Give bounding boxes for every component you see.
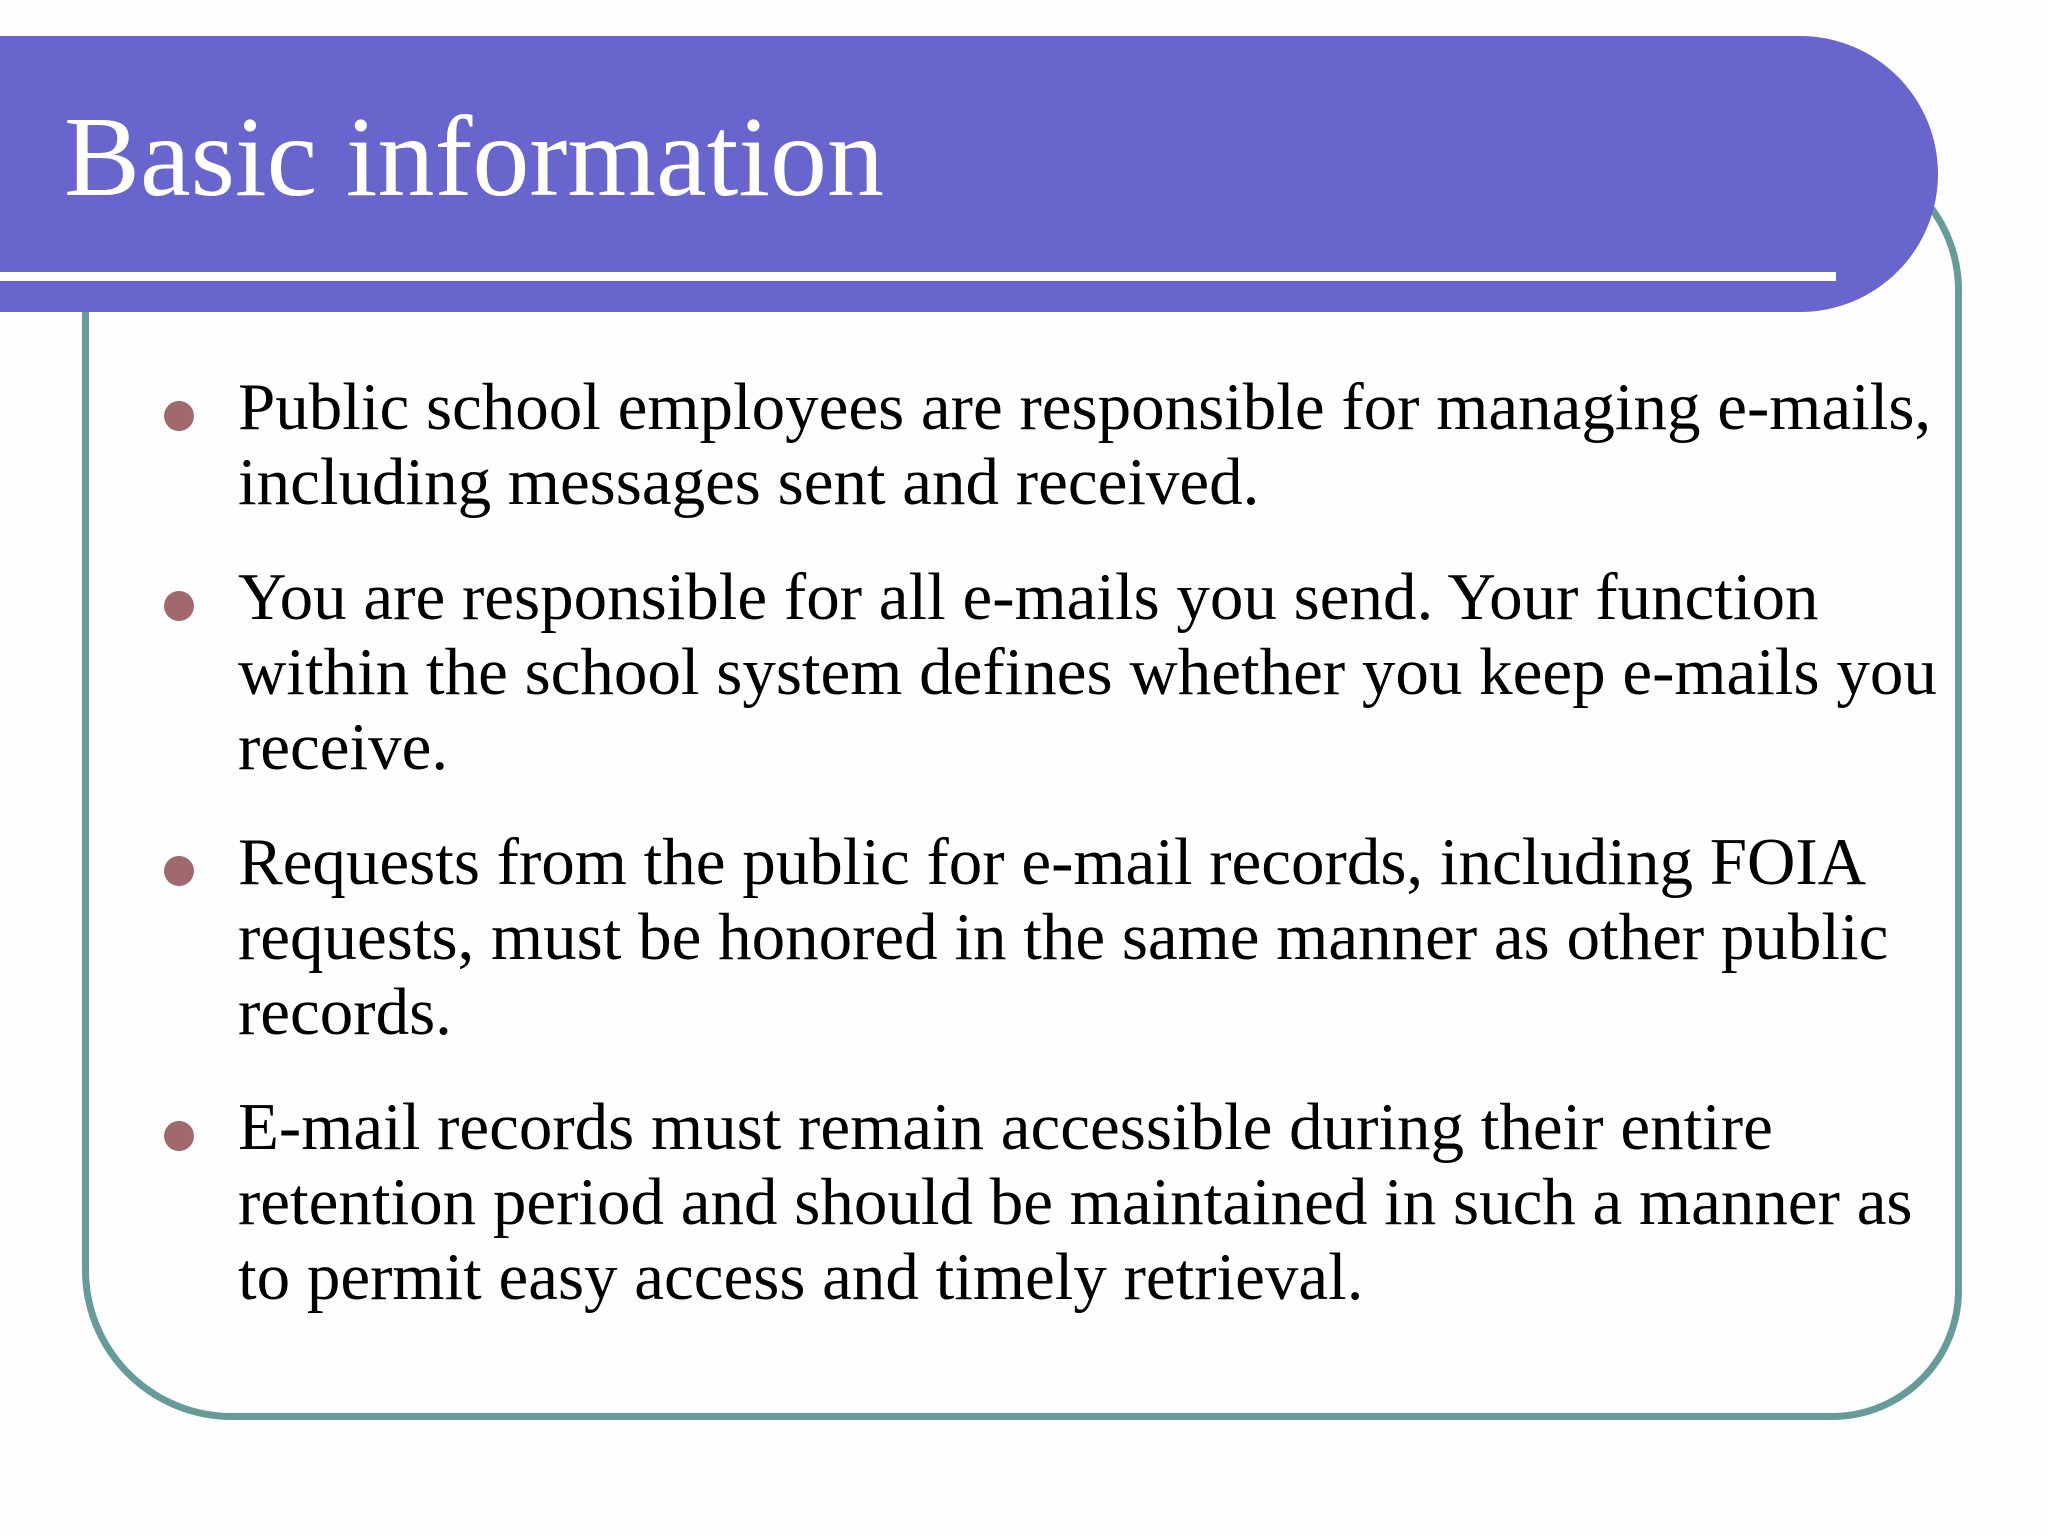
bullet-item — [160, 370, 1940, 520]
bullet-item — [160, 1090, 1940, 1315]
bullet-dot-icon — [164, 401, 194, 431]
title-underline — [0, 272, 1836, 281]
bullet-dot-icon — [164, 1121, 194, 1151]
bullet-item — [160, 825, 1940, 1050]
bullet-text: Public school employees are responsible for managing e-mails, including messages sent and received. — [238, 370, 1932, 519]
bullet-item — [160, 560, 1940, 785]
bullet-dot-icon — [164, 856, 194, 886]
bullet-text: E-mail records must remain accessible during their entire retention period and should be maintained in such a manner as to permit easy access and timely retrieval. — [238, 1090, 1913, 1314]
bullet-dot-icon — [164, 591, 194, 621]
bullet-text: You are responsible for all e-mails you send. Your function within the school system defines whether you keep e-mails you receive. — [238, 560, 1937, 784]
slide-title: Basic information — [64, 93, 884, 220]
bullet-list — [160, 370, 1940, 1355]
bullet-text: Requests from the public for e-mail records, including FOIA requests, must be honored in the same manner as other public records. — [238, 825, 1889, 1049]
